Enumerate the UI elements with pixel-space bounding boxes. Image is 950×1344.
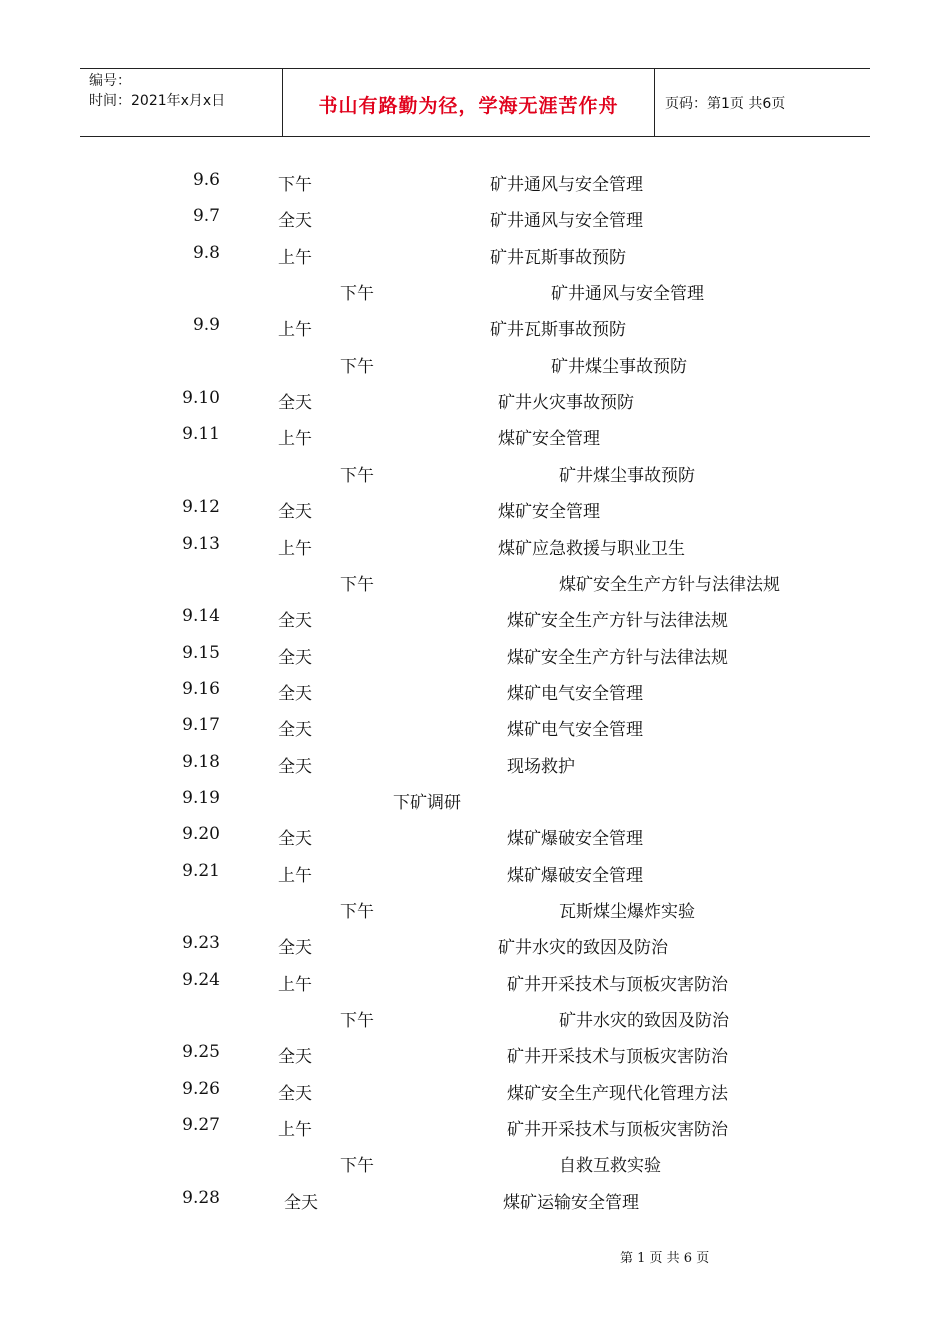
schedule-date: 9.19 xyxy=(182,787,220,808)
schedule-date: 9.9 xyxy=(192,315,220,336)
schedule-row xyxy=(0,570,950,606)
schedule-row xyxy=(0,933,950,969)
schedule-date: 9.20 xyxy=(182,824,220,845)
schedule-period: 下午 xyxy=(340,1011,374,1032)
schedule-topic: 煤矿安全管理 xyxy=(498,429,600,450)
schedule-topic: 矿井开采技术与顶板灾害防治 xyxy=(507,974,728,995)
schedule-row xyxy=(0,752,950,788)
schedule-topic: 瓦斯煤尘爆炸实验 xyxy=(559,902,695,922)
schedule-period: 上午 xyxy=(278,538,312,559)
schedule-period: 下午 xyxy=(340,284,374,305)
schedule-row xyxy=(0,1006,950,1042)
schedule-row xyxy=(0,1151,950,1187)
schedule-period: 全天 xyxy=(278,829,312,850)
schedule-row xyxy=(0,1042,950,1078)
schedule-topic: 煤矿电气安全管理 xyxy=(507,683,643,704)
schedule-topic: 矿井火灾事故预防 xyxy=(498,393,634,414)
schedule-row xyxy=(0,424,950,460)
schedule-date: 9.16 xyxy=(182,678,220,699)
motto-text: 书山有路勤为径，学海无涯苦作舟 xyxy=(318,95,619,117)
page-info-text: 页码：第1页 共6页 xyxy=(665,95,786,112)
schedule-topic: 煤矿安全管理 xyxy=(498,502,600,523)
schedule-date: 9.14 xyxy=(182,606,220,627)
schedule-topic: 矿井通风与安全管理 xyxy=(551,284,704,305)
schedule-period: 下午 xyxy=(278,175,312,195)
schedule-period: 上午 xyxy=(278,247,312,268)
schedule-topic: 矿井煤尘事故预防 xyxy=(551,356,687,377)
schedule-period: 全天 xyxy=(278,647,312,668)
schedule-topic: 自救互救实验 xyxy=(559,1156,661,1177)
schedule-topic: 矿井水灾的致因及防治 xyxy=(498,938,668,959)
schedule-date: 9.26 xyxy=(182,1078,220,1099)
schedule-row xyxy=(0,1188,950,1224)
schedule-period: 下午 xyxy=(340,902,374,922)
schedule-row xyxy=(0,1079,950,1115)
schedule-date: 9.11 xyxy=(182,424,220,445)
schedule-topic: 矿井瓦斯事故预防 xyxy=(490,247,626,268)
schedule-row xyxy=(0,970,950,1006)
schedule-period: 下午 xyxy=(340,465,374,486)
schedule-period: 上午 xyxy=(278,429,312,450)
schedule-row xyxy=(0,788,950,824)
schedule-date: 9.18 xyxy=(182,751,220,772)
schedule-row xyxy=(0,279,950,315)
schedule-period: 上午 xyxy=(278,974,312,995)
schedule-period: 下午 xyxy=(340,1156,374,1177)
schedule-row xyxy=(0,861,950,897)
schedule-date: 9.15 xyxy=(182,642,220,663)
schedule-period: 全天 xyxy=(278,211,312,232)
schedule-row xyxy=(0,170,950,206)
schedule-date: 9.17 xyxy=(182,715,220,736)
schedule-date: 9.25 xyxy=(182,1042,220,1063)
schedule-period: 全天 xyxy=(278,502,312,523)
schedule-period: 上午 xyxy=(278,320,312,341)
schedule-topic: 矿井瓦斯事故预防 xyxy=(490,320,626,341)
schedule-date: 9.8 xyxy=(192,242,220,263)
schedule-topic: 煤矿应急救援与职业卫生 xyxy=(498,538,685,559)
schedule-topic: 矿井开采技术与顶板灾害防治 xyxy=(507,1047,728,1068)
schedule-topic: 煤矿电气安全管理 xyxy=(507,720,643,741)
schedule-period: 全天 xyxy=(278,393,312,414)
schedule-period: 全天 xyxy=(278,1047,312,1068)
schedule-row xyxy=(0,606,950,642)
schedule-row xyxy=(0,461,950,497)
time-label: 时间：2021年x月x日 xyxy=(89,93,226,109)
schedule-row xyxy=(0,352,950,388)
schedule-topic: 煤矿运输安全管理 xyxy=(503,1192,639,1213)
schedule-row xyxy=(0,497,950,533)
schedule-date: 9.23 xyxy=(182,933,220,954)
schedule-date: 9.6 xyxy=(192,170,220,190)
schedule-date: 9.7 xyxy=(192,206,220,227)
schedule-topic: 现场救护 xyxy=(507,756,575,777)
page-header xyxy=(80,68,870,137)
schedule-period: 全天 xyxy=(278,720,312,741)
schedule-row xyxy=(0,715,950,751)
schedule-topic: 煤矿爆破安全管理 xyxy=(507,865,643,886)
schedule-topic: 煤矿安全生产方针与法律法规 xyxy=(559,574,780,595)
schedule-period: 全天 xyxy=(278,683,312,704)
header-page-info xyxy=(655,69,870,136)
schedule-date: 9.10 xyxy=(182,388,220,409)
schedule-period: 上午 xyxy=(278,865,312,886)
schedule-row xyxy=(0,206,950,242)
schedule-row xyxy=(0,243,950,279)
header-motto-cell xyxy=(282,69,655,136)
schedule-period: 上午 xyxy=(278,1120,312,1141)
schedule-row xyxy=(0,679,950,715)
schedule-topic: 煤矿安全生产现代化管理方法 xyxy=(507,1083,728,1104)
schedule-period: 全天 xyxy=(284,1192,318,1213)
schedule-topic: 煤矿安全生产方针与法律法规 xyxy=(507,611,728,632)
schedule-topic: 下矿调研 xyxy=(393,792,461,813)
schedule-topic: 矿井水灾的致因及防治 xyxy=(559,1011,729,1032)
schedule-topic: 矿井开采技术与顶板灾害防治 xyxy=(507,1120,728,1141)
schedule-row xyxy=(0,534,950,570)
schedule-period: 全天 xyxy=(278,938,312,959)
schedule-date: 9.13 xyxy=(182,533,220,554)
schedule-date: 9.27 xyxy=(182,1115,220,1136)
page-footer: 第 1 页 共 6 页 xyxy=(620,1251,710,1266)
schedule-topic: 矿井通风与安全管理 xyxy=(490,211,643,232)
header-meta xyxy=(80,69,282,136)
schedule-topic: 矿井煤尘事故预防 xyxy=(559,465,695,486)
schedule-date: 9.24 xyxy=(182,969,220,990)
schedule-topic: 矿井通风与安全管理 xyxy=(490,175,643,195)
schedule-period: 下午 xyxy=(340,356,374,377)
schedule-date: 9.21 xyxy=(182,860,220,881)
schedule-period: 全天 xyxy=(278,756,312,777)
schedule-row xyxy=(0,388,950,424)
schedule-date: 9.28 xyxy=(182,1187,220,1208)
schedule-period: 下午 xyxy=(340,574,374,595)
schedule-date: 9.12 xyxy=(182,497,220,518)
schedule-topic: 煤矿安全生产方针与法律法规 xyxy=(507,647,728,668)
schedule-period: 全天 xyxy=(278,611,312,632)
schedule-row xyxy=(0,1115,950,1151)
serial-label: 编号： xyxy=(89,73,131,89)
schedule-period: 全天 xyxy=(278,1083,312,1104)
schedule-row xyxy=(0,315,950,351)
schedule-topic: 煤矿爆破安全管理 xyxy=(507,829,643,850)
schedule-row xyxy=(0,824,950,860)
schedule-row xyxy=(0,643,950,679)
schedule-row xyxy=(0,897,950,933)
